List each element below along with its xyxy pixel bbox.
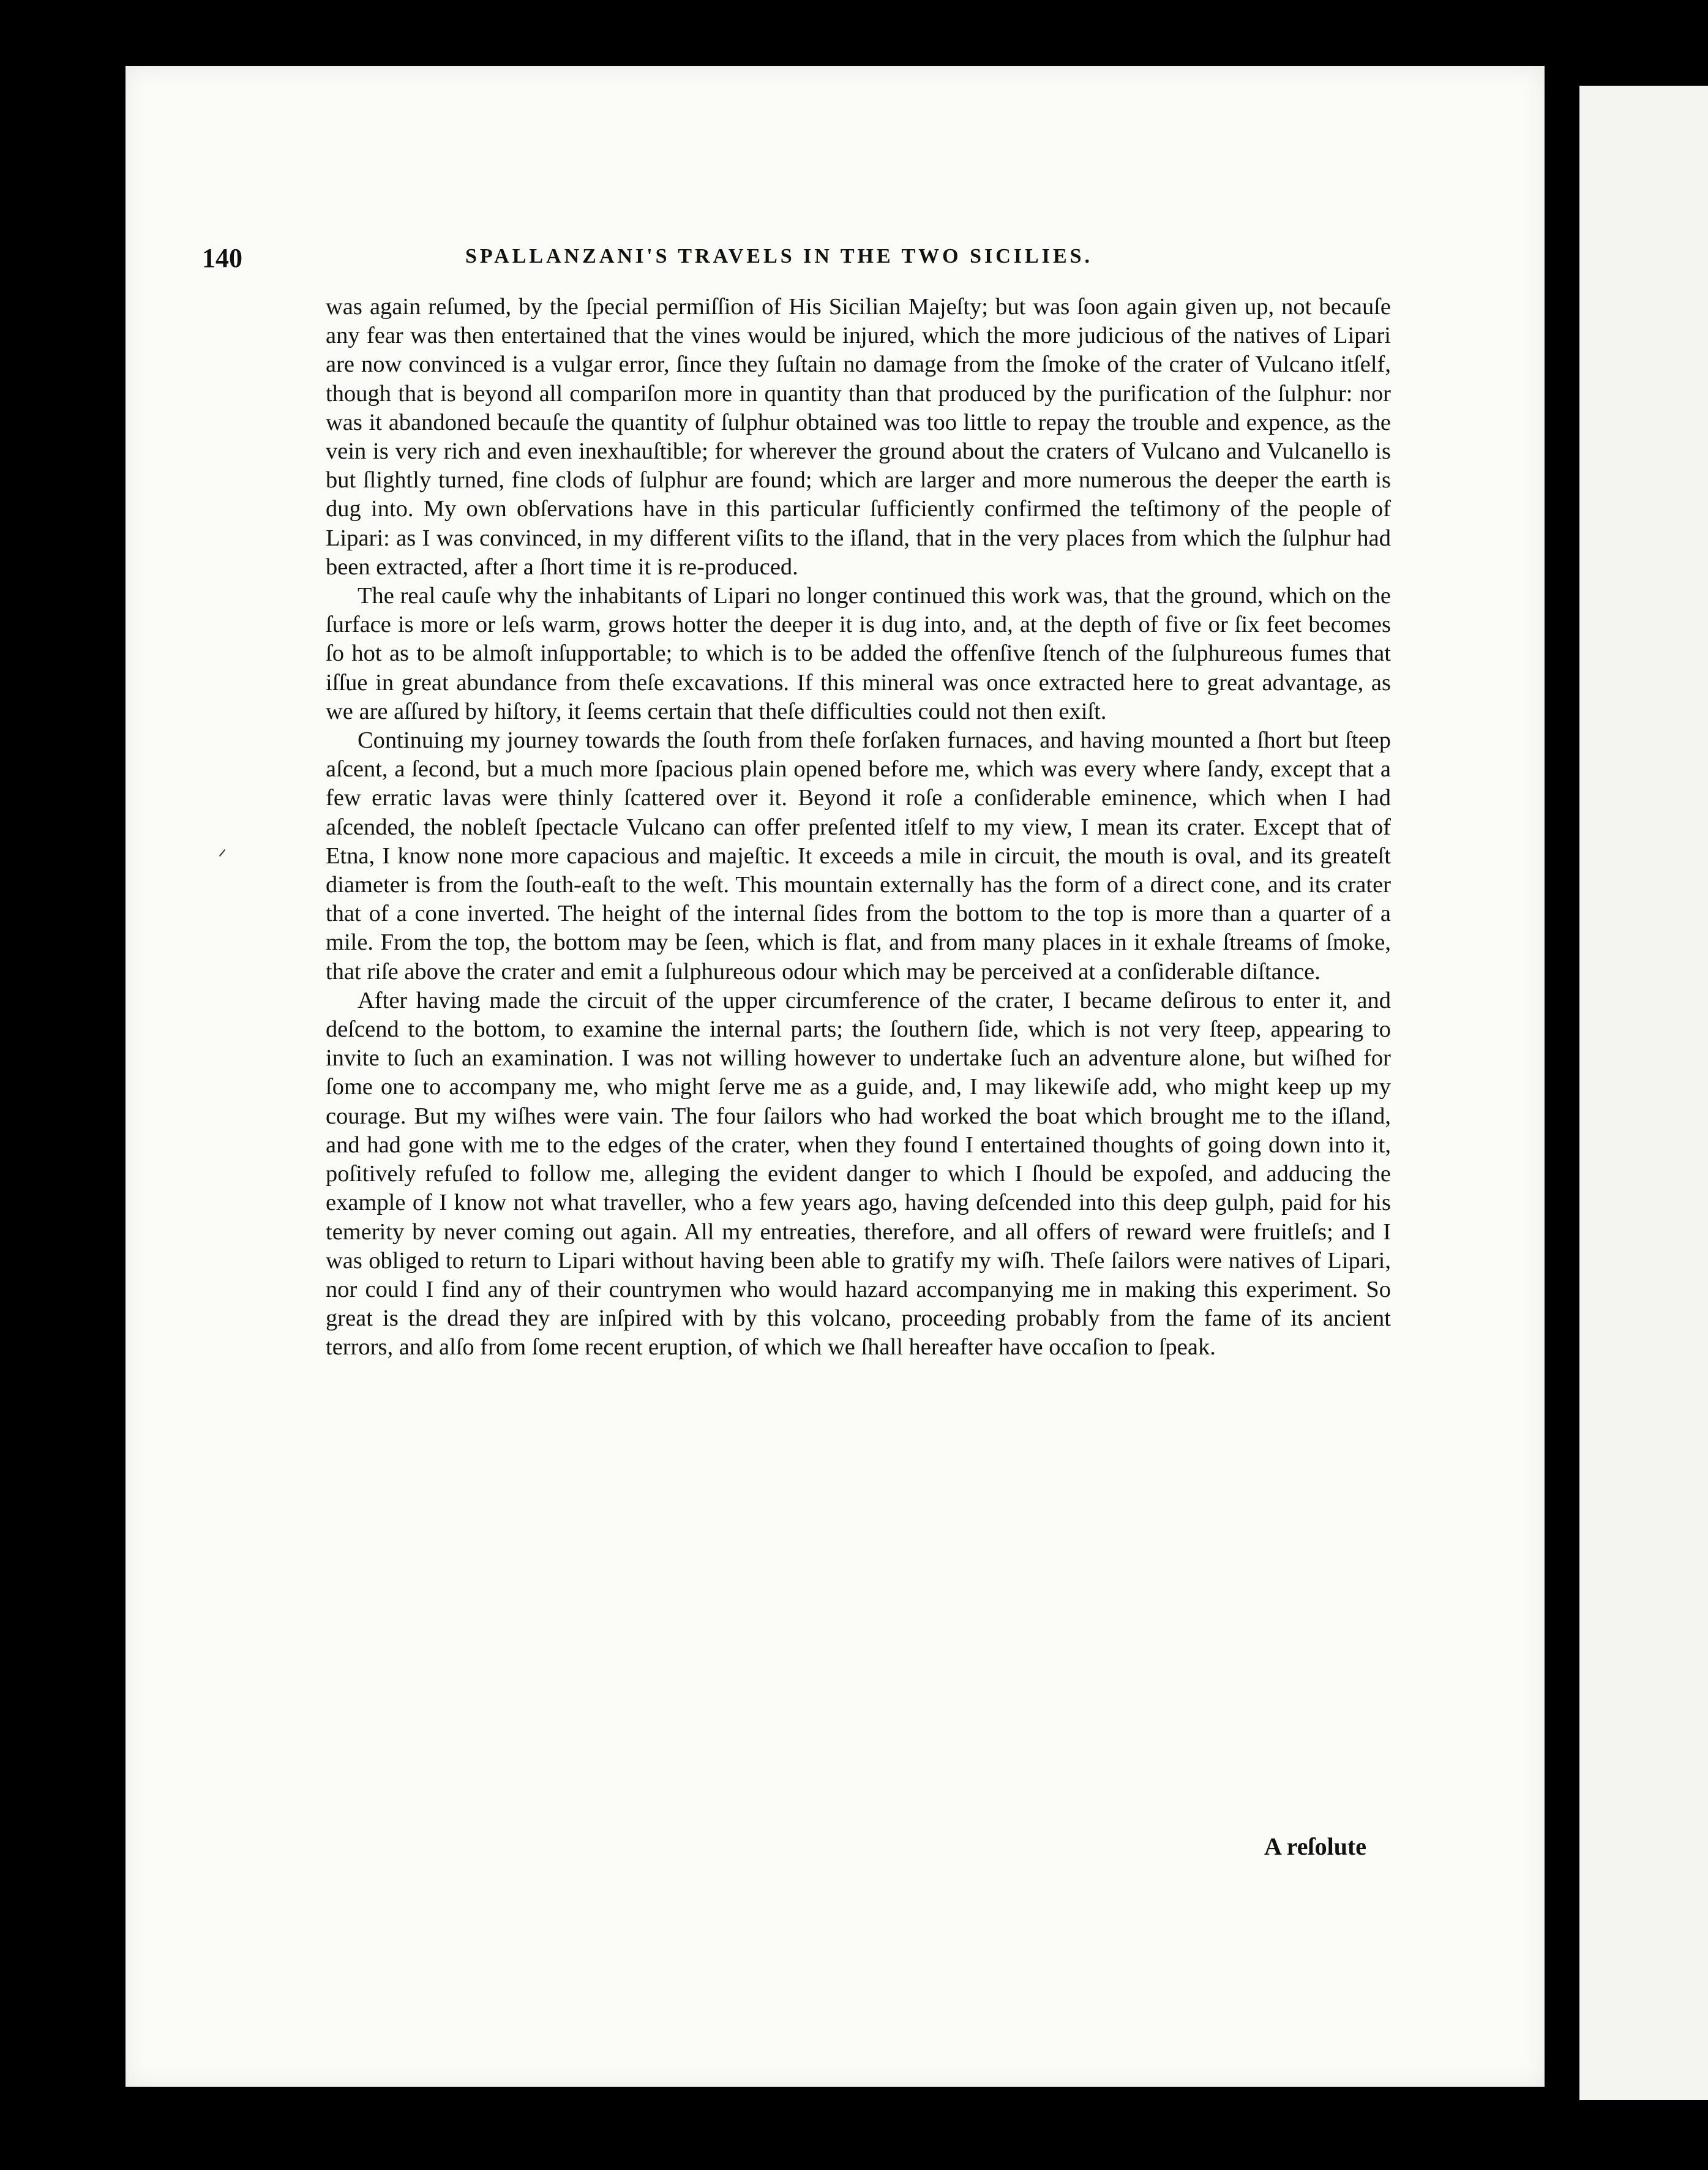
paragraph: Continuing my journey towards the ſouth from theſe forſaken furnaces, and having mounted a ſhort but ſteep aſcent, a ſecond, but a much more ſpacious plain opened before me, which was every where ſandy, except that a few erratic lavas were thinly ſcattered over it. Beyond it roſe a conſiderable eminence, which when I had aſcended, the nobleſt ſpectacle Vulcano can offer preſented itſelf to my view, I mean its crater. Except that of Etna, I know none more capacious and majeſtic. It exceeds a mile in circuit, the mouth is oval, and its greateſt diameter is from the ſouth-eaſt to the weſt. This mountain externally has the form of a direct cone, and its crater that of a cone inverted. The height of the internal ſides from the bottom to the top is more than a quarter of a mile. From the top, the bottom may be ſeen, which is flat, and from many places in it exhale ſtreams of ſmoke, that riſe above the crater and emit a ſulphureous odour which may be perceived at a conſiderable diſtance. — [326, 727, 1391, 985]
running-head: SPALLANZANI'S TRAVELS IN THE TWO SICILIES. — [465, 245, 1093, 268]
page-header — [202, 242, 1426, 273]
page-number: 140 — [202, 243, 242, 273]
facing-page-edge — [1579, 86, 1708, 2100]
body-text — [326, 293, 1391, 1362]
paragraph: After having made the circuit of the upper circumference of the crater, I became deſirous to enter it, and deſcend to the bottom, to examine the internal parts; the ſouthern ſide, which is not very ſteep, appearing to invite to ſuch an examination. I was not willing however to undertake ſuch an adventure alone, but wiſhed for ſome one to accompany me, who might ſerve me as a guide, and, I may likewiſe add, who might keep up my courage. But my wiſhes were vain. The four ſailors who had worked the boat which brought me to the iſland, and had gone with me to the edges of the crater, when they found I entertained thoughts of going down into it, poſitively refuſed to follow me, alleging the evident danger to which I ſhould be expoſed, and adducing the example of I know not what traveller, who a few years ago, having deſcended into this deep gulph, paid for his temerity by never coming out again. All my entreaties, therefore, and all offers of reward were fruitleſs; and I was obliged to return to Lipari without having been able to gratify my wiſh. Theſe ſailors were natives of Lipari, nor could I find any of their countrymen who would hazard accompanying me in making this experiment. So great is the dread they are inſpired with by this volcano, proceeding probably from the fame of its ancient terrors, and alſo from ſome recent eruption, of which we ſhall hereafter have occaſion to ſpeak. — [326, 987, 1391, 1361]
paragraph: The real cauſe why the inhabitants of Lipari no longer continued this work was, that the ground, which on the ſurface is more or leſs warm, grows hotter the deeper it is dug into, and, at the depth of five or ſix feet becomes ſo hot as to be almoſt inſupportable; to which is to be added the offenſive ſtench of the ſulphureous fumes that iſſue in great abundance from theſe excavations. If this mineral was once extracted here to great advantage, as we are aſſured by hiſtory, it ſeems certain that theſe difficulties could not then exiſt. — [326, 583, 1391, 724]
paragraph: was again reſumed, by the ſpecial permiſſion of His Sicilian Majeſty; but was ſoon again given up, not becauſe any fear was then entertained that the vines would be injured, which the more judicious of the natives of Lipari are now convinced is a vulgar error, ſince they ſuſtain no damage from the ſmoke of the crater of Vulcano itſelf, though that is beyond all compariſon more in quantity than that produced by the purification of the ſulphur: nor was it abandoned becauſe the quantity of ſulphur obtained was too little to repay the trouble and expence, as the vein is very rich and even inexhauſtible; for wherever the ground about the craters of Vulcano and Vulcanello is but ſlightly turned, fine clods of ſulphur are found; which are larger and more numerous the deeper the earth is dug into. My own obſervations have in this particular ſufficiently confirmed the teſtimony of the people of Lipari: as I was convinced, in my different viſits to the iſland, that in the very places from which the ſulphur had been extracted, after a ſhort time it is re-produced. — [326, 294, 1391, 580]
catchword: A reſolute — [1264, 1833, 1367, 1860]
